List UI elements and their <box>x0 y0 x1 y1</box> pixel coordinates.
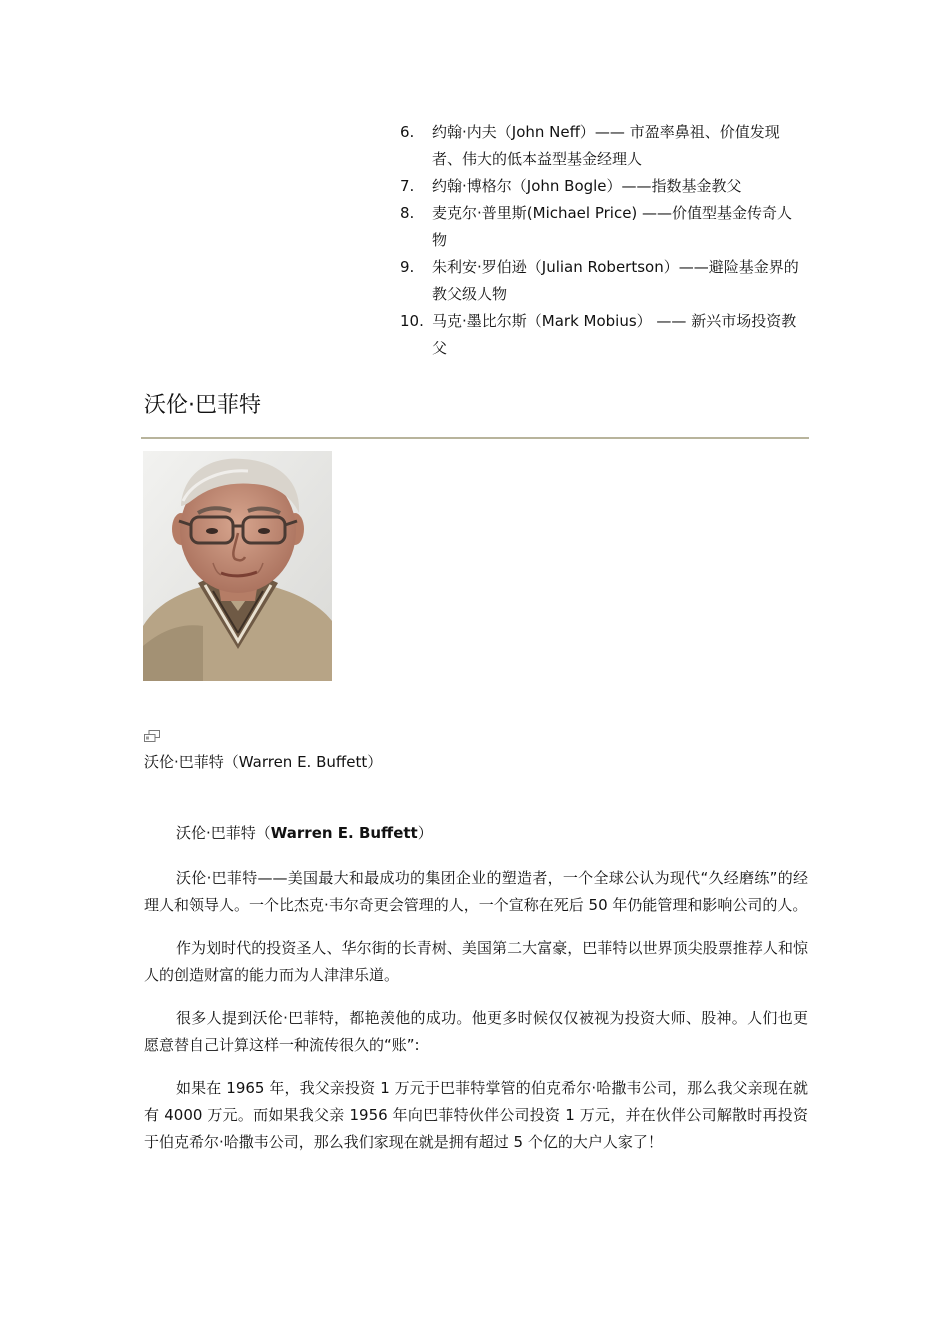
list-item <box>400 173 800 200</box>
list-item-text: 麦克尔·普里斯(Michael Price) ——价值型基金传奇人物 <box>432 204 793 249</box>
list-item <box>400 119 800 173</box>
subtitle-close: ） <box>417 824 433 842</box>
list-number: 6. <box>400 123 415 141</box>
list-item <box>400 254 800 308</box>
section-heading: 沃伦·巴菲特 <box>144 393 261 418</box>
paragraph: 很多人提到沃伦·巴菲特，都艳羡他的成功。他更多时候仅仅被视为投资大师、股神。人们也更愿意替自己计算这样一种流传很久的“账”: <box>144 1009 808 1054</box>
paragraph: 作为划时代的投资圣人、华尔街的长青树、美国第二大富豪，巴菲特以世界顶尖股票推荐人和惊人的创造财富的能力而为人津津乐道。 <box>144 939 808 984</box>
list-number: 7. <box>400 177 415 195</box>
list-number: 10. <box>400 312 424 330</box>
subtitle-en: Warren E. Buffett <box>270 824 418 842</box>
paragraph: 沃伦·巴菲特——美国最大和最成功的集团企业的塑造者，一个全球公认为现代“久经磨练”的经理人和领导人。一个比杰克·韦尔奇更会管理的人，一个宣称在死后 50 年仍能管理和影响公司的人。 <box>144 869 808 914</box>
portrait-photo <box>143 451 332 681</box>
list-item-text: 约翰·博格尔（John Bogle）——指数基金教父 <box>432 177 742 195</box>
photo-caption: 沃伦·巴菲特（Warren E. Buffett） <box>144 753 383 771</box>
investor-list <box>400 119 800 362</box>
list-item <box>400 200 800 254</box>
image-placeholder-icon <box>144 730 160 742</box>
article-body <box>144 820 808 1172</box>
list-number: 9. <box>400 258 415 276</box>
person-photo-icon <box>143 451 332 681</box>
heading-divider <box>141 437 809 439</box>
list-number: 8. <box>400 204 415 222</box>
list-item-text: 朱利安·罗伯逊（Julian Robertson）——避险基金界的教父级人物 <box>432 258 799 303</box>
list-item-text: 约翰·内夫（John Neff）—— 市盈率鼻祖、价值发现者、伟大的低本益型基金经理人 <box>432 123 780 168</box>
paragraph: 如果在 1965 年，我父亲投资 1 万元于巴菲特掌管的伯克希尔·哈撒韦公司，那么我父亲现在就有 4000 万元。而如果我父亲 1956 年向巴菲特伙伴公司投资 1 万元，并在伙伴公司解散时再投资于伯克希尔·哈撒韦公司，那么我们家现在就是拥有超过 5 个亿的大户人家了！ <box>144 1079 808 1151</box>
subtitle-cn: 沃伦·巴菲特（ <box>176 824 271 842</box>
list-item-text: 马克·墨比尔斯（Mark Mobius） —— 新兴市场投资教父 <box>432 312 797 357</box>
article-subtitle <box>144 820 808 847</box>
list-item <box>400 308 800 362</box>
